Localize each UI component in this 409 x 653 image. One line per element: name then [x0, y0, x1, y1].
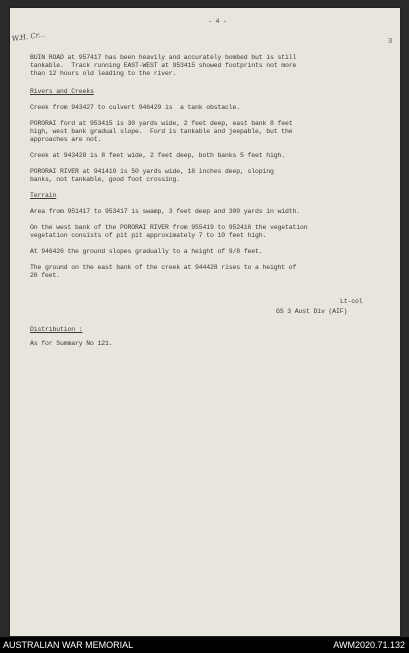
paragraph-creek-culvert: Creek from 943427 to culvert 946429 is a tank obstacle.: [30, 104, 241, 111]
paragraph-east-bank: The ground on the east bank of the creek at 944428 rises to a height of 20 feet.: [30, 264, 297, 279]
paragraph-creek-943428: Creek at 943428 is 8 feet wide, 2 feet deep, both banks 5 feet high.: [30, 152, 286, 159]
document-page: [10, 8, 400, 636]
heading-rivers-and-creeks: Rivers and Creeks: [30, 88, 94, 95]
signatory-unit: GS 3 Aust Div (AIF): [276, 308, 348, 315]
distribution-item: As for Summary No 121.: [30, 340, 113, 347]
archive-footer: [0, 637, 409, 653]
page-number: - 4 -: [208, 18, 227, 25]
paragraph-buin-road: BUIN ROAD at 957417 has been heavily and accurately bombed but is still tankable. Track running EAST-WEST at 953415 showed footprints not more than 12 hours old leading to the river.: [30, 54, 297, 77]
heading-terrain: Terrain: [30, 192, 57, 199]
footer-catalogue-id: AWM2020.71.132: [333, 640, 405, 650]
handwritten-signature: W.H. Cr...: [11, 30, 46, 44]
corner-mark: 3: [387, 38, 392, 46]
paragraph-pororai-river: PORORAI RIVER at 941419 is 50 yards wide, 18 inches deep, sloping banks, not tankable, good foot crossing.: [30, 168, 274, 183]
distribution-heading: Distribution :: [30, 326, 83, 333]
paragraph-pororai-ford: PORORAI ford at 953415 is 30 yards wide, 2 feet deep, east bank 8 feet high, west bank gradual slope. Ford is tankable and jeepable, but the approaches are not.: [30, 120, 293, 143]
paragraph-west-bank: On the west bank of the PORORAI RIVER from 955419 to 952416 the vegetation vegetation consists of pit pit approximately 7 to 10 feet high.: [30, 224, 308, 239]
signatory-rank: Lt-col: [340, 298, 363, 305]
paragraph-ground-slopes: At 946426 the ground slopes gradually to a height of 9/8 feet.: [30, 248, 263, 255]
footer-institution: AUSTRALIAN WAR MEMORIAL: [3, 640, 134, 650]
paragraph-swamp: Area from 951417 to 953417 is swamp, 3 feet deep and 300 yards in width.: [30, 208, 301, 215]
